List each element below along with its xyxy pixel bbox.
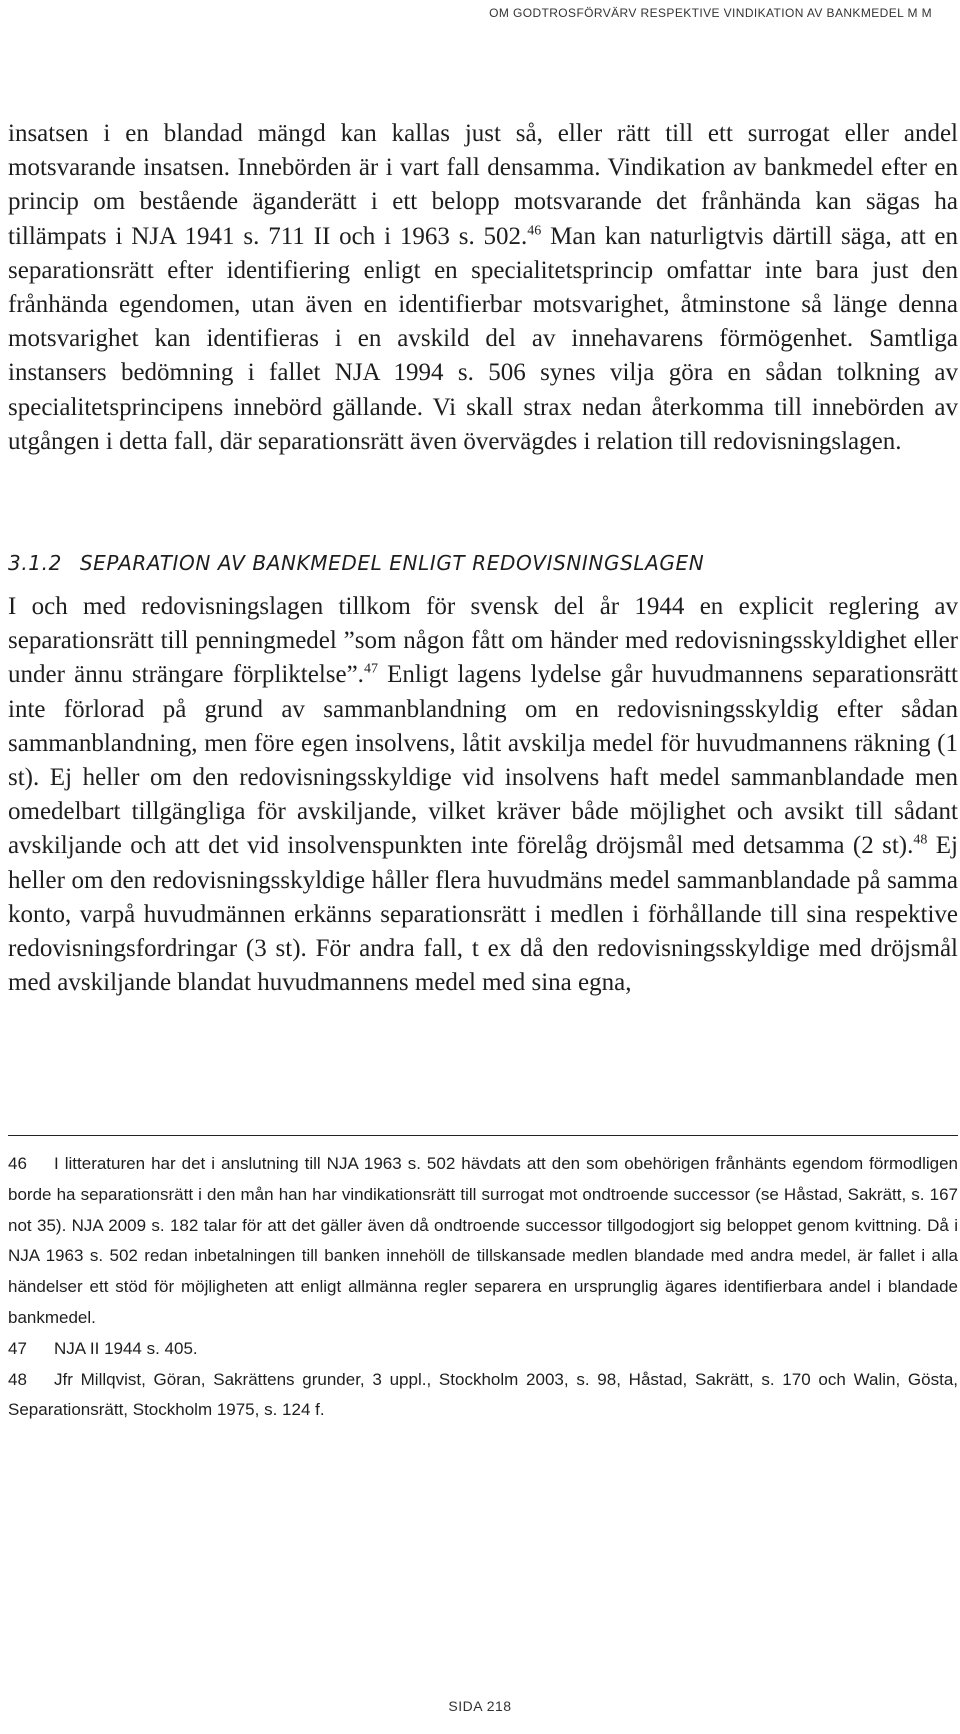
footnote-ref-48[interactable]: 48 [913,833,928,849]
section-title: SEPARATION AV BANKMEDEL ENLIGT REDOVISNINGSLAGEN [79,551,705,575]
paragraph-text: Enligt lagens lydelse går huvudmannens separationsrätt inte förlorad på grund av sammanblandning om en redovisningsskyldig efter sådan sammanblandning, men före egen insolvens, låtit avskilja medel för huvudmannens räkning (1 st). Ej heller om den redovisningsskyldige vid insolvens haft medel sammanblandade men omedelbart tillgängliga för avskiljande, vilket kräver både möjlighet och avsikt till sådant avskiljande och att det vid insolvenspunkten inte förelåg dröjsmål med detsamma (2 st). [8,661,958,860]
footnote-divider [8,1135,958,1136]
footnote-number: 46 [8,1154,27,1173]
paragraph-text: insatsen i en blandad mängd kan kallas just så, eller rätt till ett surrogat eller andel motsvarande insatsen. Innebörden är i vart fall densamma. Vindikation av bankmedel efter en princip om bestående äganderätt i ett belopp motsvarande det frånhända kan sägas ha tillämpats i NJA 1941 s. 711 II och i 1963 s. 502. [8,120,958,250]
footnote-46 [8,1149,958,1334]
footnote-48 [8,1365,958,1427]
footnote-text: Jfr Millqvist, Göran, Sakrättens grunder, 3 uppl., Stockholm 2003, s. 98, Håstad, Sakrätt, s. 170 och Walin, Gösta, Separationsrätt, Stockholm 1975, s. 124 f. [8,1369,958,1420]
footnote-47 [8,1334,958,1365]
footnote-ref-47[interactable]: 47 [363,662,378,678]
footnote-ref-46[interactable]: 46 [527,223,542,239]
running-header: OM GODTROSFÖRVÄRV RESPEKTIVE VINDIKATION AV BANKMEDEL M M [489,6,932,20]
body-paragraph-1 [8,117,958,459]
page-number: SIDA 218 [448,1698,512,1714]
section-heading [8,551,958,575]
paragraph-text: Ej heller om den redovisningsskyldige håller flera huvudmäns medel sammanblandade på samma konto, varpå huvudmännen erkänns separationsrätt i medlen i förhållande till sina respektive redovisningsfordringar (3 st). För andra fall, t ex då den redovisningsskyldige med dröjsmål med avskiljande blandat huvudmannens medel med sina egna, [8,832,959,997]
paragraph-text: I och med redovisningslagen tillkom för svensk del år 1944 en explicit reglering av separationsrätt till penningmedel ”som någon fått om händer med redovisningsskyldighet eller under ännu strängare förpliktelse”. [8,593,958,689]
footnote-number: 47 [8,1338,27,1358]
footnote-text: NJA II 1944 s. 405. [54,1338,198,1358]
body-paragraph-2 [8,590,958,1000]
footnote-number: 48 [8,1369,27,1389]
footnotes-section [8,1149,958,1426]
paragraph-text: Man kan naturligtvis därtill säga, att en separationsrätt efter identifiering enligt en specialitetsprincip omfattar inte bara just den frånhända egendomen, utan även en identifierbar motsvarighet, åtminstone så länge denna motsvarighet kan identifieras i en avskild del av innehavarens förmögenhet. Samtliga instansers bedömning i fallet NJA 1994 s. 506 synes vilja göra en sådan tolkning av specialitetsprincipens innebörd gällande. Vi skall strax nedan återkomma till innebörden av utgången i detta fall, där separationsrätt även övervägdes i relation till redovisningslagen. [8,222,958,455]
footnote-text: I litteraturen har det i anslutning till NJA 1963 s. 502 hävdats att den som obehörigen frånhänts egendom förmodligen borde ha separationsrätt i den mån han har vindikationsrätt till surrogat mot ondtroende successor (se Håstad, Sakrätt, s. 167 not 35). NJA 2009 s. 182 talar för att det gäller även då ondtroende successor tillgodogjort sig beloppet genom kvittning. Då i NJA 1963 s. 502 redan inbetalningen till banken innehöll de tillskansade medlen blandade med andra medel, är fallet i alla händelser ett stöd för möjligheten att enligt allmänna regler separera en ursprunglig ägares identifierbara andel i blandade bankmedel. [8,1154,958,1327]
section-number: 3.1.2 [8,551,62,575]
